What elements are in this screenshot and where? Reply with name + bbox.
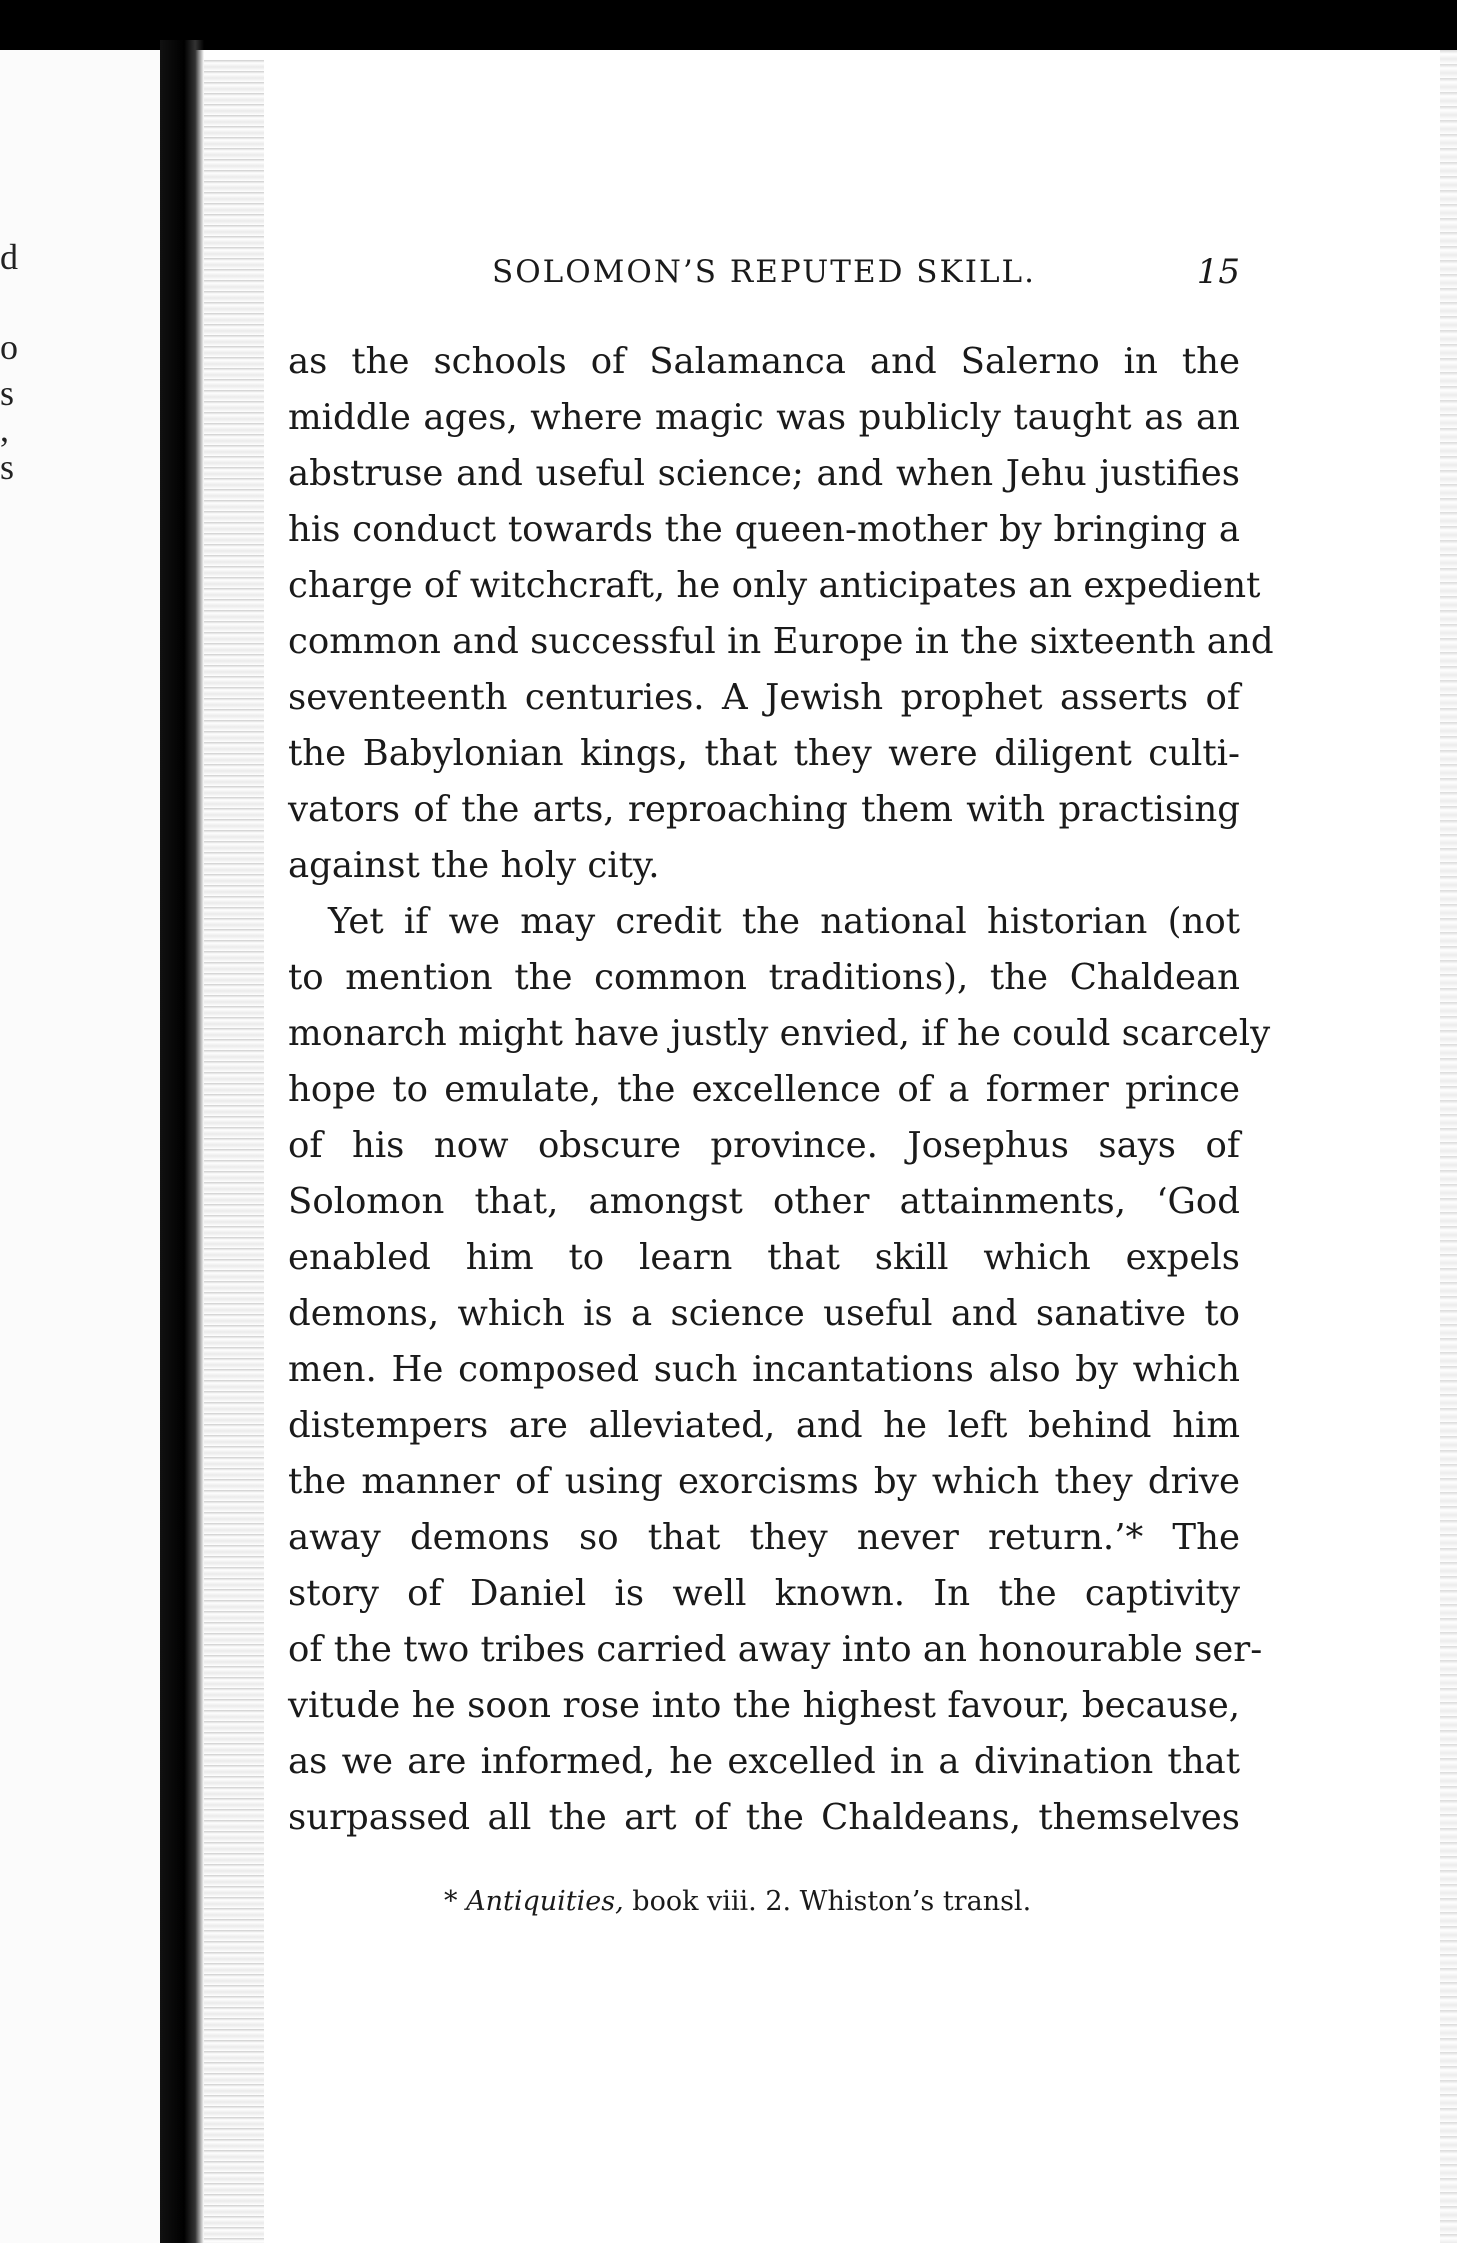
margin-bleed-char: o xyxy=(0,327,18,367)
footnote-marker: * xyxy=(444,1886,458,1917)
footnote-reference: book viii. 2. Whiston’s transl. xyxy=(632,1886,1032,1917)
text-line: vitude he soon rose into the highest favour, because, xyxy=(288,1685,1240,1726)
text-line: against the holy city. xyxy=(288,845,660,886)
margin-bleed-char: s xyxy=(0,447,15,487)
text-line: charge of witchcraft, he only anticipates an expedient xyxy=(288,565,1261,606)
footnote xyxy=(444,1886,1031,1917)
text-line: men. He composed such incantations also by which xyxy=(288,1349,1240,1390)
book-gutter-shadow xyxy=(160,40,204,2243)
paragraph xyxy=(288,894,1271,1846)
text-line: as the schools of Salamanca and Salerno in the xyxy=(288,341,1240,382)
text-line: the Babylonian kings, that they were diligent culti- xyxy=(288,733,1240,774)
text-line: Solomon that, amongst other attainments, ‘God xyxy=(288,1181,1240,1222)
text-line: abstruse and useful science; and when Jehu justifies xyxy=(288,453,1240,494)
page-number: 15 xyxy=(1196,252,1240,292)
text-line: as we are informed, he excelled in a divination that xyxy=(288,1741,1240,1782)
text-line: demons, which is a science useful and sanative to xyxy=(288,1293,1240,1334)
text-line: away demons so that they never return.’* The xyxy=(288,1517,1240,1558)
text-line: vators of the arts, reproaching them with practising xyxy=(288,789,1240,830)
running-head xyxy=(288,254,1240,298)
margin-bleed-char: d xyxy=(0,237,18,277)
text-line: of his now obscure province. Josephus says of xyxy=(288,1125,1240,1166)
running-title: SOLOMON’S REPUTED SKILL. xyxy=(492,254,1036,290)
margin-bleed-char: , xyxy=(0,409,9,449)
text-line: his conduct towards the queen-mother by bringing a xyxy=(288,509,1240,550)
text-line: common and successful in Europe in the sixteenth and xyxy=(288,621,1274,662)
text-line: of the two tribes carried away into an honourable ser- xyxy=(288,1629,1263,1670)
paragraph xyxy=(288,334,1274,894)
left-margin xyxy=(0,50,160,2243)
text-line: enabled him to learn that skill which expels xyxy=(288,1237,1240,1278)
gutter-speckle xyxy=(204,60,264,2243)
text-line: distempers are alleviated, and he left behind him xyxy=(288,1405,1240,1446)
margin-bleed-char: s xyxy=(0,373,15,413)
text-line: hope to emulate, the excellence of a former prince xyxy=(288,1069,1240,1110)
footnote-work-title: Antiquities, xyxy=(466,1886,624,1917)
text-line: the manner of using exorcisms by which they drive xyxy=(288,1461,1240,1502)
text-line: to mention the common traditions), the Chaldean xyxy=(288,957,1240,998)
text-line: seventeenth centuries. A Jewish prophet asserts of xyxy=(288,677,1240,718)
text-line: surpassed all the art of the Chaldeans, themselves xyxy=(288,1797,1240,1838)
text-line: story of Daniel is well known. In the captivity xyxy=(288,1573,1240,1614)
text-line: Yet if we may credit the national historian (not xyxy=(328,901,1240,942)
body-text xyxy=(288,334,1274,1846)
scan-top-band xyxy=(0,0,1457,50)
text-line: monarch might have justly envied, if he could scarcely xyxy=(288,1013,1271,1054)
text-line: middle ages, where magic was publicly taught as an xyxy=(288,397,1240,438)
right-page-edge xyxy=(1440,50,1457,2243)
